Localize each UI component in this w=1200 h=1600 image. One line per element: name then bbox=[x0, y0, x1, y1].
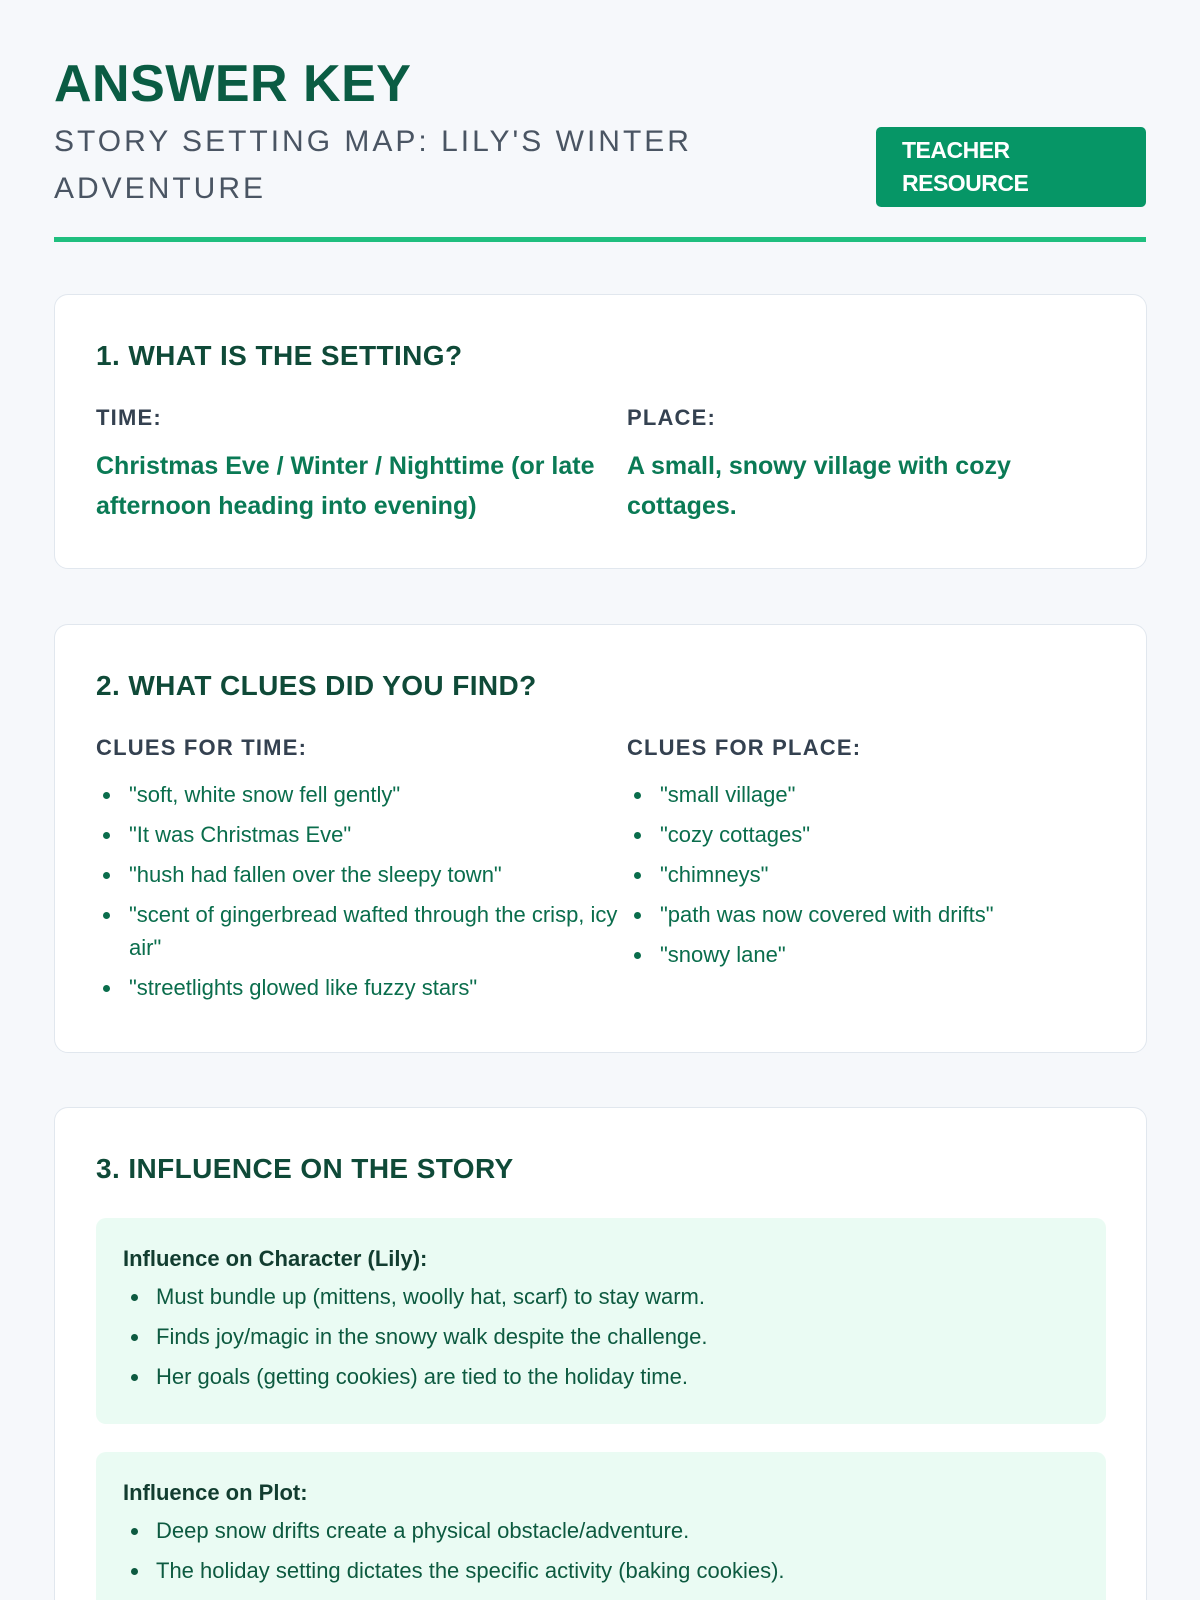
list-item: "streetlights glowed like fuzzy stars" bbox=[96, 971, 627, 1004]
time-clues-label: CLUES FOR TIME: bbox=[96, 735, 308, 760]
plot-influence-title: Influence on Plot: bbox=[123, 1480, 308, 1505]
place-answer: A small, snowy village with cozy cottages. bbox=[626, 452, 1011, 520]
place-column bbox=[627, 405, 1106, 526]
list-item: Finds joy/magic in the snowy walk despite the challenge. bbox=[123, 1320, 1079, 1353]
list-item: "small village" bbox=[627, 778, 1106, 811]
page-header bbox=[54, 0, 1146, 242]
teacher-resource-badge: TEACHER RESOURCE bbox=[876, 127, 1146, 207]
list-item: "soft, white snow fell gently" bbox=[96, 778, 627, 811]
time-answer: Christmas Eve / Winter / Nighttime (or late afternoon heading into evening) bbox=[96, 452, 595, 520]
list-item: Must bundle up (mittens, woolly hat, scarf) to stay warm. bbox=[123, 1280, 1079, 1313]
character-influence-box bbox=[96, 1218, 1106, 1424]
clues-card bbox=[54, 624, 1147, 1053]
list-item: "path was now covered with drifts" bbox=[627, 898, 1106, 931]
clues-columns bbox=[96, 735, 1106, 1011]
list-item: "scent of gingerbread wafted through the crisp, icy air" bbox=[96, 898, 627, 964]
list-item: "cozy cottages" bbox=[627, 818, 1106, 851]
plot-influence-list bbox=[123, 1514, 1079, 1587]
character-influence-title: Influence on Character (Lily): bbox=[123, 1246, 428, 1271]
page-subtitle: STORY SETTING MAP: LILY'S WINTER ADVENTURE bbox=[54, 125, 692, 205]
list-item: The holiday setting dictates the specific activity (baking cookies). bbox=[123, 1554, 1079, 1587]
time-label: TIME: bbox=[96, 405, 162, 430]
list-item: "chimneys" bbox=[627, 858, 1106, 891]
time-clues-list bbox=[96, 778, 627, 1004]
setting-card bbox=[54, 294, 1147, 569]
list-item: "It was Christmas Eve" bbox=[96, 818, 627, 851]
clues-heading: 2. WHAT CLUES DID YOU FIND? bbox=[96, 670, 537, 701]
list-item: "snowy lane" bbox=[627, 938, 1106, 971]
place-clues-column bbox=[627, 735, 1106, 1011]
plot-influence-box bbox=[96, 1452, 1106, 1600]
time-clues-column bbox=[96, 735, 627, 1011]
page-title: ANSWER KEY bbox=[54, 55, 412, 113]
list-item: Deep snow drifts create a physical obstacle/adventure. bbox=[123, 1514, 1079, 1547]
list-item: Her goals (getting cookies) are tied to the holiday time. bbox=[123, 1360, 1079, 1393]
time-column bbox=[96, 405, 627, 526]
influence-heading: 3. INFLUENCE ON THE STORY bbox=[96, 1153, 514, 1184]
influence-card bbox=[54, 1107, 1147, 1600]
place-clues-label: CLUES FOR PLACE: bbox=[626, 735, 862, 760]
character-influence-list bbox=[123, 1280, 1079, 1393]
place-label: PLACE: bbox=[626, 405, 717, 430]
place-clues-list bbox=[627, 778, 1106, 971]
list-item: "hush had fallen over the sleepy town" bbox=[96, 858, 627, 891]
setting-heading: 1. WHAT IS THE SETTING? bbox=[96, 340, 463, 371]
setting-columns bbox=[96, 405, 1106, 526]
